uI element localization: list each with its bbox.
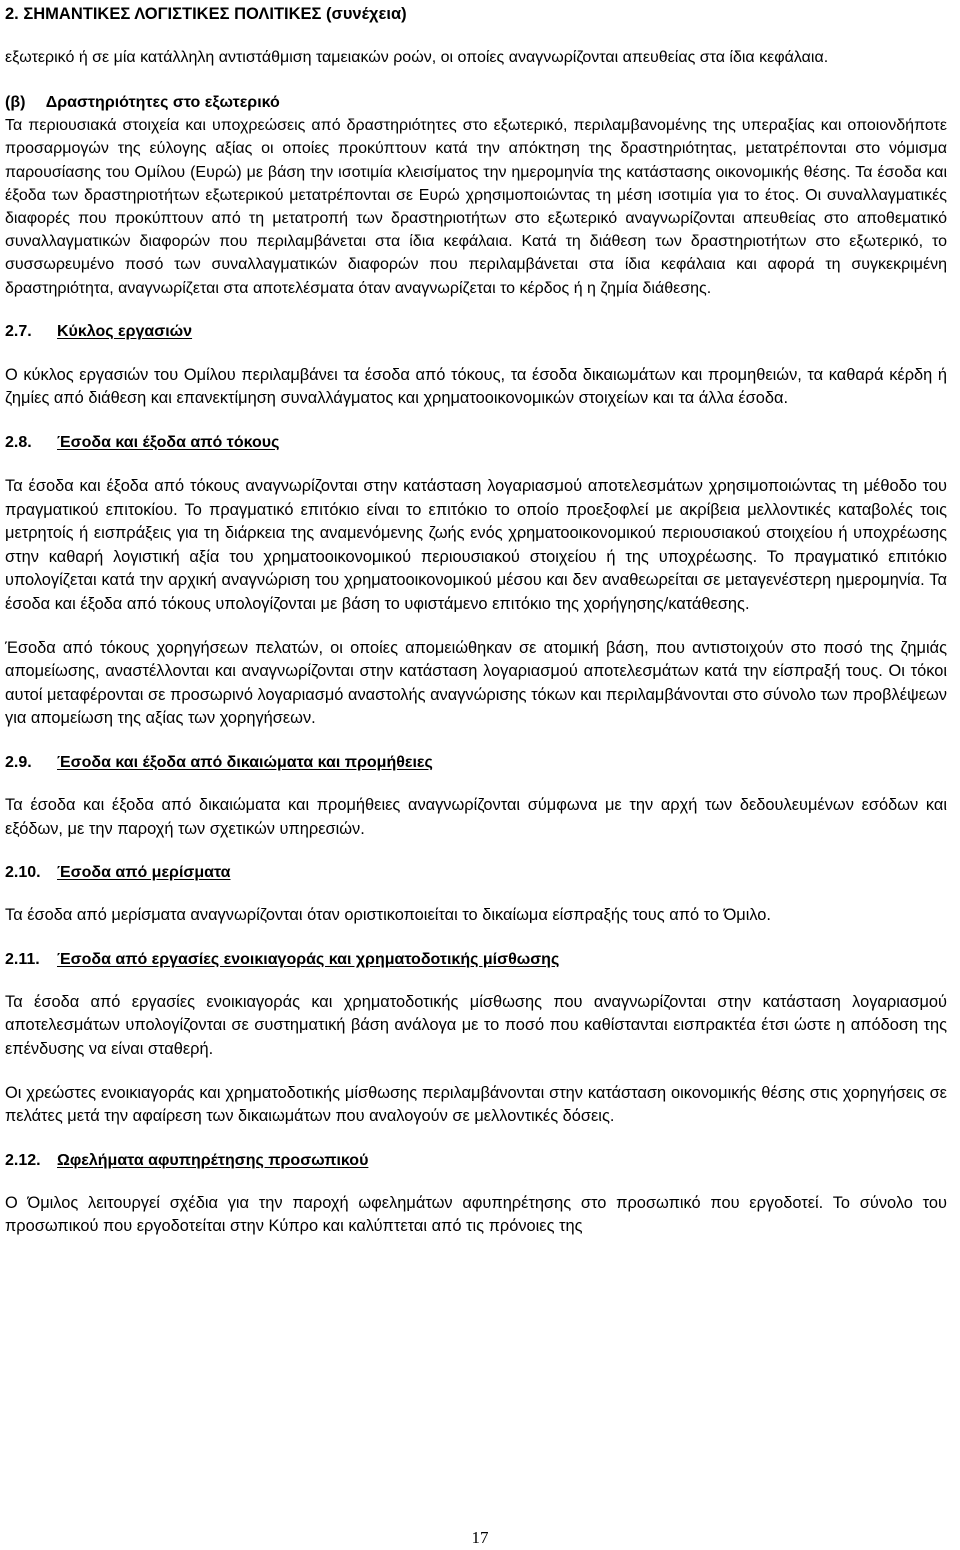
section-number: 2.12. — [5, 1151, 41, 1169]
section-heading-2-8 — [5, 431, 947, 455]
page-header-title: 2. ΣΗΜΑΝΤΙΚΕΣ ΛΟΓΙΣΤΙΚΕΣ ΠΟΛΙΤΙΚΕΣ (συνέχεια) — [5, 5, 407, 23]
page-number: 17 — [471, 1528, 489, 1547]
subsection-title: Δραστηριότητες στο εξωτερικό — [45, 94, 280, 112]
section-paragraph: Οι χρεώστες ενοικιαγοράς και χρηματοδοτικής μίσθωσης περιλαμβάνονται στην κατάσταση οικονομικής θέσης στις χορηγήσεις σε πελάτες μετά την αφαίρεση των δικαιωμάτων που αναλογούν σε μελλοντικές δόσεις. — [5, 1083, 947, 1126]
intro-paragraph: εξωτερικό ή σε μία κατάλληλη αντιστάθμιση ταμειακών ροών, οι οποίες αναγνωρίζονται απευθείας στα ίδια κεφάλαια. — [5, 49, 829, 66]
section-title: Έσοδα και έξοδα από τόκους — [57, 434, 280, 452]
foreign-operations-heading — [5, 91, 947, 114]
section-paragraph: Τα έσοδα από εργασίες ενοικιαγοράς και χρηματοδοτικής μίσθωσης που αναγνωρίζονται στην κατάσταση λογαριασμού αποτελεσμάτων υπολογίζονται σε συστηματική βάση ανάλογα με το ποσό που καθίστανται εισπρακτέα έτσι ώστε η απόδοση της επένδυσης να είναι σταθερή. — [5, 992, 947, 1058]
section-number: 2.8. — [5, 434, 32, 452]
document-page — [5, 0, 947, 1239]
section-number: 2.7. — [5, 322, 32, 340]
section-number: 2.11. — [5, 950, 40, 968]
section-paragraph: Έσοδα από τόκους χορηγήσεων πελατών, οι οποίες απομειώθηκαν σε ατομική βάση, που αντιστοιχούν στο ποσό της ζημιάς απομείωσης, αναστέλλονται και αναγνωρίζονται στην κατάσταση λογαριασμού αποτελεσμάτων κατά την είσπραξή τους. Οι τόκοι αυτοί μεταφέρονται σε προσωρινό λογαριασμό αναστολής αναγνώρισης τόκων και περιλαμβάνονται στο σύνολο των προβλέψεων για απομείωση της αξίας των χορηγήσεων. — [5, 638, 947, 728]
section-paragraph: Τα έσοδα και έξοδα από τόκους αναγνωρίζονται στην κατάσταση λογαριασμού αποτελεσμάτων χρησιμοποιώντας τη μέθοδο του πραγματικού επιτοκίου. Το πραγματικό επιτόκιο είναι το επιτόκιο το οποίο προεξοφλεί με ακρίβεια μελλοντικές καταβολές τοις μετρητοίς ή εισπράξεις για τη διάρκεια της αναμενόμενης ζωής ενός χρηματοοικονομικού περιουσιακού στοιχείου ή υποχρέωσης στην καθαρή λογιστική αξία του χρηματοοικονομικού περιουσιακού στοιχείου ή της υποχρέωσης. Το πραγματικό επιτόκιο υπολογίζεται κατά την αρχική αναγνώριση του χρηματοοικονομικού μέσου και δεν αναθεωρείται σε μεταγενέστερη ημερομηνία. Τα έσοδα και έξοδα από τόκους υπολογίζονται με βάση το υφιστάμενο επιτόκιο της χορήγησης/κατάθεσης. — [5, 477, 947, 613]
section-title: Κύκλος εργασιών — [57, 322, 193, 340]
section-paragraph: Τα έσοδα από μερίσματα αναγνωρίζονται όταν οριστικοποιείται το δικαίωμα είσπραξής τους από το Όμιλο. — [5, 906, 771, 925]
section-heading-2-12 — [5, 1149, 947, 1173]
section-heading-2-11 — [5, 948, 947, 972]
section-heading-2-10 — [5, 861, 947, 885]
section-heading-2-7 — [5, 320, 947, 344]
section-paragraph: Ο κύκλος εργασιών του Ομίλου περιλαμβάνει τα έσοδα από τόκους, τα έσοδα δικαιωμάτων και προμηθειών, τα καθαρά κέρδη ή ζημίες από διάθεση και επανεκτίμηση συναλλάγματος και χρηματοοικονομικών στοιχείων και τα άλλα έσοδα. — [5, 365, 947, 408]
section-title: Έσοδα από μερίσματα — [57, 864, 231, 882]
section-number: 2.10. — [5, 864, 41, 882]
foreign-operations-paragraph: Τα περιουσιακά στοιχεία και υποχρεώσεις από δραστηριότητες στο εξωτερικό, περιλαμβανομένης της υπεραξίας και οποιονδήποτε προσαρμογών της εύλογης αξίας οι οποίες προκύπτουν κατά την απόκτηση της δραστηριότητας, μετατρέπονται στο νόμισμα παρουσίασης του Ομίλου (Ευρώ) με βάση την ισοτιμία κλεισίματος την ημερομηνία της κατάστασης οικονομικής θέσης. Τα έσοδα και έξοδα των δραστηριοτήτων εξωτερικού μετατρέπονται σε Ευρώ χρησιμοποιώντας τη μέση ισοτιμία για το έτος. Οι συναλλαγματικές διαφορές που προκύπτουν από τη μετατροπή των δραστηριοτήτων στο εξωτερικό αναγνωρίζονται απευθείας στο αποθεματικό συναλλαγματικών διαφορών που περιλαμβάνεται στα ίδια κεφάλαια. Κατά τη διάθεση των δραστηριοτήτων στο εξωτερικό, το συσσωρευμένο ποσό των συναλλαγματικών διαφορών που περιλαμβάνεται στα ίδια κεφάλαια και αφορά τη συγκεκριμένη δραστηριότητα, αναγνωρίζεται στα αποτελέσματα όταν αναγνωρίζεται το κέρδος ή η ζημία διάθεσης. — [5, 117, 947, 297]
section-paragraph: Ο Όμιλος λειτουργεί σχέδια για την παροχή ωφελημάτων αφυπηρέτησης στο προσωπικό που εργοδοτεί. Το σύνολο του προσωπικού που εργοδοτείται στην Κύπρο και καλύπτεται από τις πρόνοιες της — [5, 1193, 947, 1236]
section-paragraph: Τα έσοδα και έξοδα από δικαιώματα και προμήθειες αναγνωρίζονται σύμφωνα με την αρχή των δεδουλευμένων εσόδων και εξόδων, με την παροχή των σχετικών υπηρεσιών. — [5, 795, 947, 838]
section-title: Έσοδα από εργασίες ενοικιαγοράς και χρηματοδοτικής μίσθωσης — [57, 950, 560, 968]
section-title: Έσοδα και έξοδα από δικαιώματα και προμήθειες — [57, 753, 433, 771]
section-number: 2.9. — [5, 753, 32, 771]
section-heading-2-9 — [5, 751, 947, 775]
section-title: Ωφελήματα αφυπηρέτησης προσωπικού — [57, 1151, 369, 1169]
subsection-marker: (β) — [5, 94, 26, 112]
